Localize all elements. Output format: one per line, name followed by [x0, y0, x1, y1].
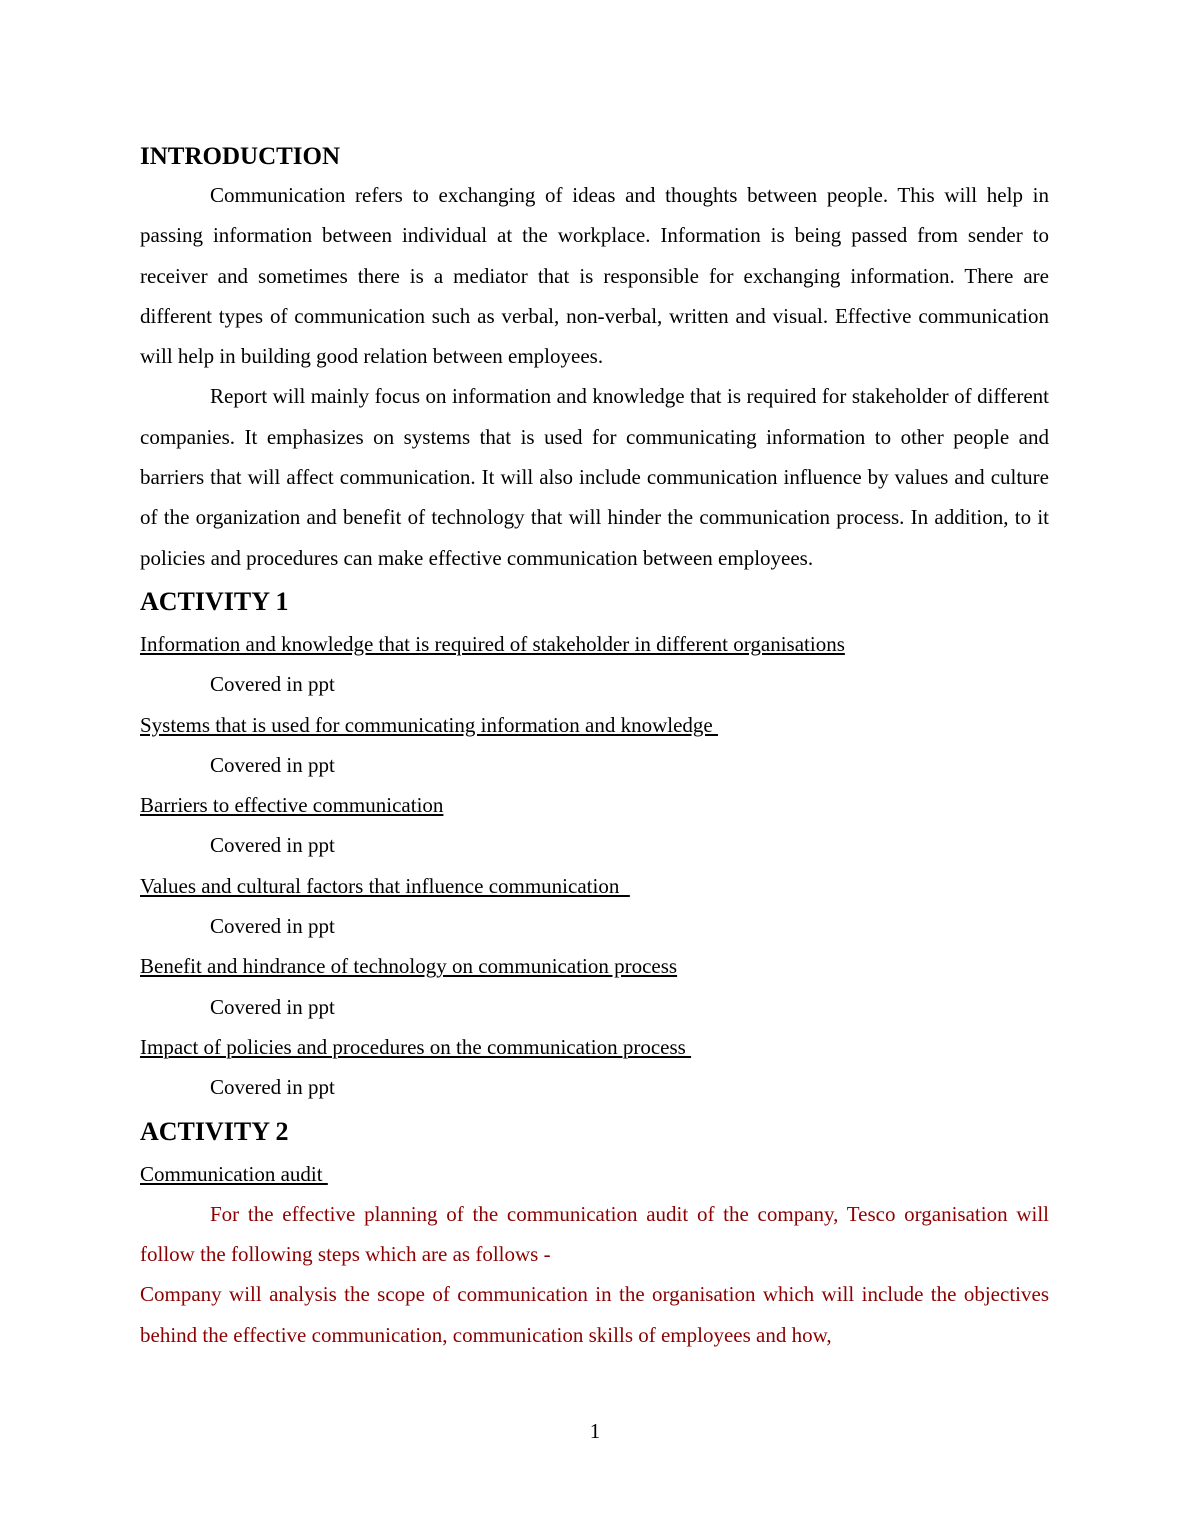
section-body: Covered in ppt	[210, 672, 335, 697]
section-title: Information and knowledge that is required of stakeholder in different organisations	[140, 631, 845, 656]
activity-1-heading: ACTIVITY 1	[140, 586, 289, 616]
section-body: Covered in ppt	[210, 994, 335, 1019]
activity-1-section	[140, 1027, 1049, 1108]
section-body: Covered in ppt	[210, 914, 335, 939]
page-number: 1	[589, 1419, 601, 1443]
section-title: Benefit and hindrance of technology on communication process	[140, 954, 678, 979]
introduction-heading: INTRODUCTION	[140, 143, 341, 170]
section-body: Covered in ppt	[210, 833, 335, 858]
audit-paragraph: For the effective planning of the communication audit of the company, Tesco organisation will follow the following steps which are as follows -	[140, 1201, 1049, 1267]
section-title: Impact of policies and procedures on the communication process	[140, 1034, 692, 1059]
activity-1-section	[140, 866, 1049, 947]
section-title: Values and cultural factors that influence communication	[140, 873, 630, 898]
intro-paragraph: Communication refers to exchanging of ideas and thoughts between people. This will help in passing information between individual at the workplace. Information is being passed from sender to receiver and sometimes there is a mediator that is responsible for exchanging information. There are different types of communication such as verbal, non-verbal, written and visual. Effective communication will help in building good relation between employees.	[140, 183, 1049, 369]
activity-2-heading: ACTIVITY 2	[140, 1116, 289, 1146]
activity-1-section	[140, 624, 1049, 705]
document-page	[140, 139, 1049, 1355]
intro-paragraph: Report will mainly focus on information and knowledge that is required for stakeholder of different companies. It emphasizes on systems that is used for communicating information to other people and barriers that will affect communication. It will also include communication influence by values and culture of the organization and benefit of technology that will hinder the communication process. In addition, to it policies and procedures can make effective communication between employees.	[140, 384, 1049, 570]
section-title: Barriers to effective communication	[140, 793, 444, 818]
activity-1-section	[140, 705, 1049, 786]
section-body: Covered in ppt	[210, 1075, 335, 1100]
audit-paragraph: Company will analysis the scope of communication in the organisation which will include the objectives behind the effective communication, communication skills of employees and how,	[140, 1282, 1049, 1347]
communication-audit-subheading: Communication audit	[140, 1161, 328, 1186]
section-title: Systems that is used for communicating information and knowledge	[140, 712, 718, 737]
section-body: Covered in ppt	[210, 752, 335, 777]
activity-1-section	[140, 946, 1049, 1027]
activity-1-section	[140, 785, 1049, 866]
